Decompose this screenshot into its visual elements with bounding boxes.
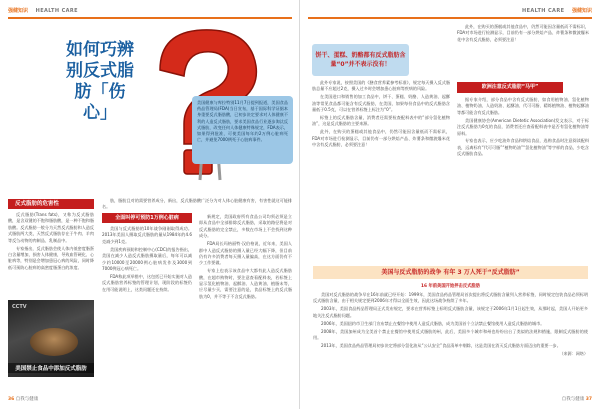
section1-title: 反式脂肪的危害性 [8, 199, 94, 209]
paragraph: 专家指出，反式脂肪会使人体内低密度脂蛋白含量增加，损害人体健康，导致血管硬化、心脏病等，特别是会增加患冠心病的风险，同时降低可预防心脏病的高密度脂蛋白的浓度。 [8, 245, 94, 270]
magazine-name: 自我与健康 [15, 397, 39, 402]
right-col1 [312, 80, 450, 260]
right-footer [562, 396, 592, 402]
source-note: （来源：网络） [559, 350, 588, 356]
left-footer [8, 396, 38, 402]
wide-subhead: 16 年前美国开始抨击反式脂肪 [420, 284, 481, 289]
paragraph: 2003年，美国食品药品管理局正式发布规定，要求在营养标签上标明反式脂肪含量，该规定于2006年1月1日起生效，从那时起，美国人开始更多地关注反式脂肪问题。 [313, 306, 588, 318]
photo-caption: 美国禁止食品中添加反式脂肪 [8, 363, 94, 373]
section2-title: 全面叫停可预防1万例心脏病 [102, 213, 192, 223]
section2-col2 [199, 214, 292, 388]
paragraph: 新规定，美国政府所有食品公司均须必须是立即从食品中全部排除反式脂肪，采取的路径将是对反式脂肪的完全禁止，多数在市场上不会找到这种成分。 [199, 214, 292, 239]
wide-body [313, 292, 588, 392]
page-number: 37 [585, 397, 592, 402]
right-col2-top [457, 24, 589, 80]
left-header-section: 强健知识 [8, 8, 29, 14]
page-title: 如何巧辨别反式脂肪「伤心」 [66, 40, 134, 123]
paragraph: 此外专家说，按照美国的《膳食营养素参考标准》，规定每天摄入反式脂肪总量不应超过2克，摄入过多时会增加患心脏病等疾病的风险。 [312, 80, 450, 92]
intro-box: 美国健康与库拉特别11月7日提到报道，美国食品药品管理局(FDA)当日宣布，基于国际科学证据本身重要反式脂肪酸，已初步决定要求对人体健康不利的人造反式脂肪，要求美国食品行业逐步淘汰反式脂肪，改变任何人体健康特殊规定，FDA表示，如果得到批准，可使美国每年约2万例心脏病死亡，并避免7000例死于心脏病事件。 [192, 96, 293, 164]
right-header-section: 强健知识 [571, 8, 592, 14]
paragraph: 2013年，美国食品药品管理局初步决定将部分氢化油从“公认安全”食品清单中剔除，这是美国在消灭反式脂肪方面迈出的重要一步。 [321, 342, 561, 348]
paragraph: FDA称此项举措中，这包括已开始实施对人造反式脂肪营养标签的管理计划，现阶段的标签仍在用可能说明上，这类问题还在持续。 [102, 273, 192, 292]
left-header [8, 7, 78, 16]
paragraph: 此外，在购买的蛋糕或其他食品中，仍然可能因含量低而不需标识，FDA对市场进行检测显示，目前仍有一部分烘焙产品、炸薯条和微波爆米花中含有反式脂肪，必须要注意！ [312, 129, 450, 148]
paragraph: 反式脂肪(Trans fats)，又称为反式脂肪酸，是含双键的不饱和脂肪酸，是一种不饱和脂肪酸。反式脂肪一般分为天然反式脂肪和人造反式脂肪两大类，天然反式脂肪存在于牛肉、羊肉等反刍动物的肉制品、乳制品中。 [8, 212, 94, 243]
paragraph: 美国疾病预防和控制中心(CDC)的报告指出，美国在减少人造反式脂肪摄取量后，每年可以减少约10000至20000例心脏病发作及3000到7000例冠心病死亡。 [102, 246, 192, 271]
paragraph: 肪，脂肪且对的需要营养成分，新出，反式脂肪酸广泛分为对人体心脏健康有害，有害性就这可能排名。 [102, 198, 292, 210]
right-header-bar [308, 17, 592, 19]
paragraph: 专家也表示，应少吃油炸食品和烘焙食品，选购食品时注意阅读配料表，远离标有“代可可脂”“植物奶油”“氢化植物油”等字样的食品，少吃含反式脂肪食品。 [457, 138, 589, 157]
paragraph: 标签上的反式脂肪含量，消费者还需要检查配料表中的“部分氢化植物油”，这是反式脂肪的主要来源。 [312, 115, 450, 127]
paragraph: 2006年，美国纽约市卫生部门宣布禁止在餐馆中使用人造反式脂肪，成为美国首个立法禁止餐馆使用人造反式脂肪的城市。 [321, 320, 545, 326]
section2-col1 [102, 226, 192, 388]
paragraph: 美国健康协会(American Dietetic Association)发文表示，对于标注反式脂肪为0克的食品，消费者还应查看配料表中是否有氢化植物油等原料。 [457, 117, 589, 136]
food-image [30, 328, 78, 356]
right-subhead: 欧洲注意反式脂肪“马甲” [457, 82, 563, 93]
paragraph: 据专家介绍，部分食品中含有反式脂肪，如食用植物油、氢化植物油、植物奶油、人造奶油、起酥油、代可可脂、精炼植物油、植物起酥油等都可能含有反式脂肪。 [457, 97, 589, 115]
paragraph: 美国对反式脂肪的战争早在16年前就已经开始：1999年，美国食品药品管理局首次提出将反式脂肪含量列入营养标签，同时规定包装食品必须标明反式脂肪含量，由于相关规定要到2006年才得以全面生效，因此这场战争持续了多年。 [313, 292, 588, 304]
magazine-name: 自我与健康 [561, 397, 585, 402]
page-number: 36 [8, 397, 15, 402]
right-header [522, 7, 592, 16]
paragraph: 在美国进口和销售的加工食品中，饼干、蛋糕、奶酪、人造黄油、起酥油等常见食品都可能含有反式脂肪，在美国，如果每份食品中的反式脂肪含量低于0.5克，可以在营养标签上标注为“0”。 [312, 94, 450, 113]
right-col2 [457, 97, 589, 262]
right-top-banner: 饼干、蛋糕、奶酪都有反式脂肪含量“0”并不表示没有！ [312, 44, 409, 76]
mid-text [102, 198, 292, 212]
left-header-bar [8, 17, 292, 19]
tv-logo: CCTV [12, 304, 27, 310]
paragraph: 2008年，美国加州成为全美首个禁止在餐馆中使用反式脂肪的州，此后，美国多个城市和州也纷纷出台了类似的法规和措施，限制反式脂肪的使用。 [313, 328, 588, 340]
left-header-en: HEALTH CARE [35, 8, 78, 14]
paragraph: FDA局长玛格丽特·汉伯格说，近年来，美国人群中人造反式脂肪的摄入量已经大幅下降，但目前仍有许多消费者每天摄入量偏高，在这方面仍有不少工作要做。 [199, 241, 292, 266]
paragraph: 此外，在购买的蛋糕或其他食品中，仍然可能因含量低而不需标识，FDA对市场进行检测显示，目前仍有一部分烘焙产品、炸薯条和微波爆米花中含有反式脂肪，必须要注意！ [457, 24, 589, 42]
section1-body [8, 212, 94, 273]
paragraph: 美国与反式脂肪的10年战争刚刚取得成功。2013年美国人摄取反式脂肪的量从1984年的4.6克减少到1克。 [102, 226, 192, 244]
news-photo [8, 300, 94, 377]
right-header-en: HEALTH CARE [522, 8, 565, 14]
paragraph: 专家上也表示该食品中大都有此人造反式脂肪酸，在超市购物时，要注意查看配料表，若标签上显示氢化植物油、起酥油、人造黄油、植脂末等，应尽量少买，需要注意的是，食品标签上的反式脂肪为0，并不等于不含反式脂肪。 [199, 268, 292, 299]
wide-banner: 美国与反式脂肪的战争 有年 3 万人死于“反式脂肪” [313, 266, 588, 279]
